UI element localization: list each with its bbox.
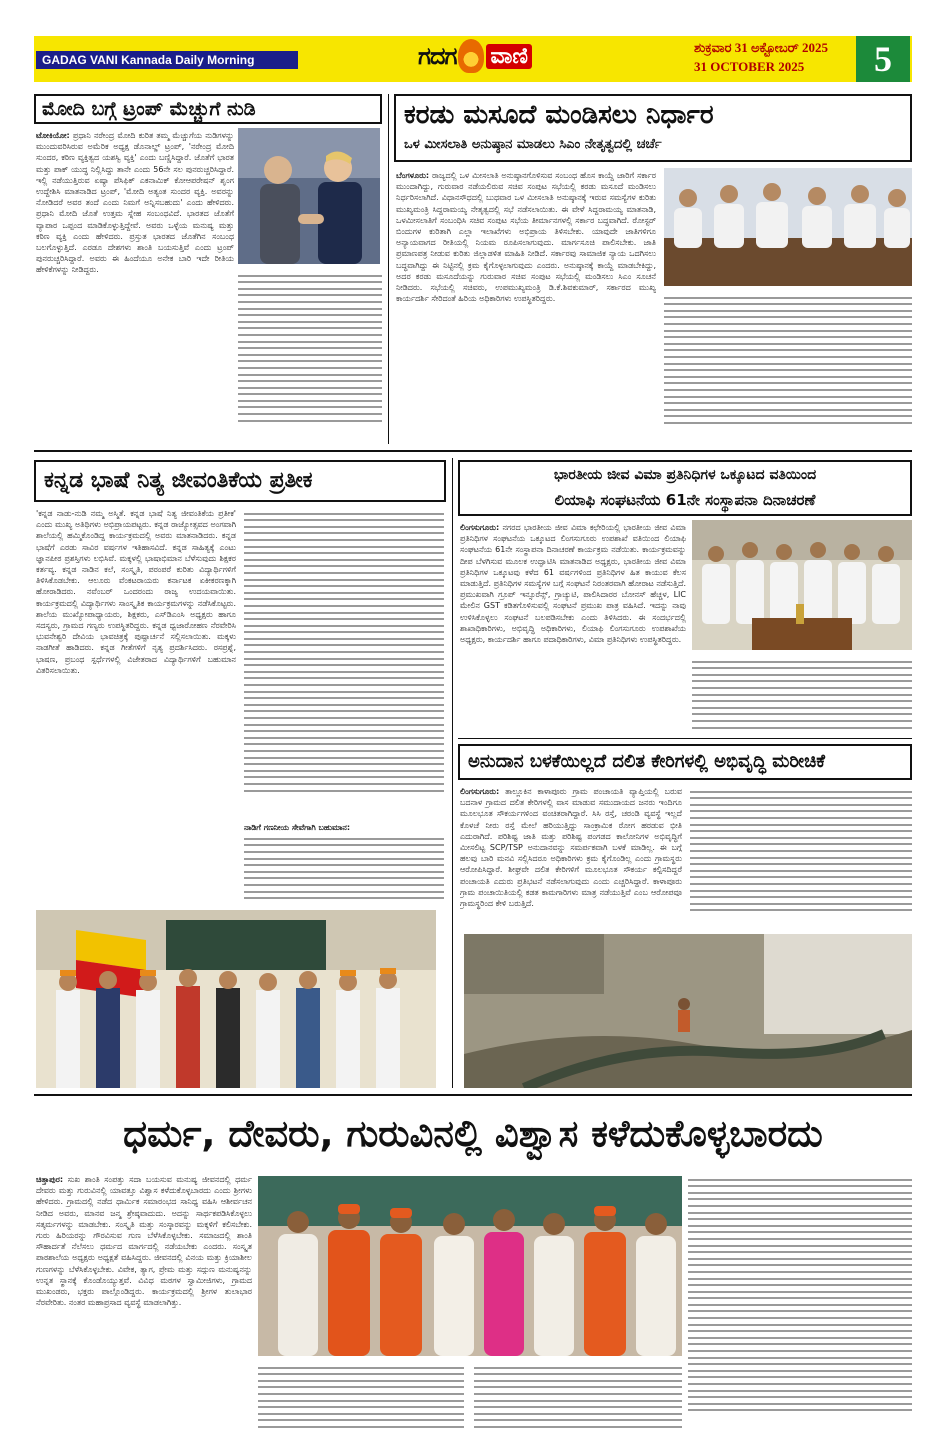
story2-subheadline: ಒಳ ಮೀಸಲಾತಿ ಅನುಷ್ಠಾನ ಮಾಡಲು ಸಿಎಂ ನೇತೃತ್ವದಲ್ಲಿ ಚರ್ಚೆ [404, 137, 662, 152]
story4-dateline: ಲಿಂಗಸುಗೂರು: [460, 523, 500, 532]
school-celebration-photo-illustration [36, 910, 436, 1088]
logo-text-part1: ಗದಗ [418, 42, 457, 70]
story1-headline: ಮೋದಿ ಬಗ್ಗೆ ಟ್ರಂಪ್ ಮೆಚ್ಚುಗೆ ನುಡಿ [34, 94, 382, 124]
story1-dateline: ಟೋಕಿಯೋ: [36, 131, 70, 140]
story6-continued-text-a [258, 1362, 464, 1436]
story5-dateline: ಲಿಂಗಸುಗೂರು: [460, 787, 500, 796]
story3-continued-text [244, 508, 444, 818]
religious-gathering-photo-illustration [258, 1176, 682, 1356]
story4-body-col1 [460, 522, 686, 732]
story4-body-col2 [692, 656, 912, 736]
story5-body-col2 [690, 786, 912, 928]
story2-body-col1 [396, 170, 656, 442]
story1-photo [238, 128, 380, 264]
newspaper-logo [418, 36, 578, 76]
column-divider [388, 94, 389, 444]
story6-dateline: ಚಿತ್ತಾಪುರ: [36, 1175, 64, 1184]
logo-text-part2: ವಾಣಿ [486, 44, 531, 69]
story3-body-col2 [244, 508, 444, 906]
story3-subhead: ನಾಡಿಗೆ ಗಣನೀಯ ಸೇವೆಗಾಗಿ ಬಹುಮಾನ: [244, 823, 351, 832]
handshake-photo-illustration [238, 128, 380, 264]
date-kannada: ಶುಕ್ರವಾರ 31 ಅಕ್ಟೋಬರ್ 2025 [694, 40, 829, 55]
story5-body-col1 [460, 786, 682, 928]
lamp-lighting-photo-illustration [692, 520, 912, 650]
story2-meeting-photo [664, 168, 912, 286]
story4-headline-box [458, 460, 912, 516]
story1-body-col2 [238, 270, 382, 440]
story6-continued-text-b [474, 1362, 682, 1436]
story1-body-text: ಪ್ರಧಾನಿ ನರೇಂದ್ರ ಮೋದಿ ಕುರಿತ ತಮ್ಮ ಮೆಚ್ಚುಗೆಯ ನುಡಿಗಳನ್ನು ಮುಂದುವರಿಸಿರುವ ಅಮೆರಿಕ ಅಧ್ಯಕ್ಷ ಡೊನಾಲ್ಡ್ ಟ್ರಂಪ್, 'ನರೇಂದ್ರ ಮೋದಿ ಸುಂದರ, ಕಠಿಣ ವ್ಯಕ್ತಿತ್ವದ ಯಶಸ್ವಿ ವ್ಯಕ್ತಿ' ಎಂದು ಬಣ್ಣಿಸಿದ್ದಾರೆ. ಜೊತೆಗೆ ಭಾರತ ಮತ್ತು ಪಾಕ್ ಯುದ್ಧ ನಿಲ್ಲಿಸಿದ್ದು ತಾನೇ ಎಂದು 56ನೇ ಸಲ ಪುನರುಚ್ಚರಿಸಿದ್ದಾರೆ. ಇಲ್ಲಿ ನಡೆಯುತ್ತಿರುವ ಏಷ್ಯಾ ಪೆಸಿಫಿಕ್ ಎಕನಾಮಿಕ್ ಕೋಆಪರೇಷನ್ ಶೃಂಗ ಉದ್ದೇಶಿಸಿ ಮಾತನಾಡಿದ ಟ್ರಂಪ್, 'ಮೋದಿ ಅತ್ಯಂತ ಸುಂದರ ವ್ಯಕ್ತಿ. ಅವರನ್ನು ನೋಡಿದರೆ ಅವರ ತಂದೆ ಎಂದು ನಿಮಗೆ ಅನ್ನಿಸಬಹುದು' ಎಂದು ಹೇಳಿದರು. ಪ್ರಧಾನಿ ಮೋದಿ ಜೊತೆ ಉತ್ತಮ ಸ್ನೇಹ ಸಂಬಂಧವಿದೆ. ಭಾರತದ ಜೊತೆಗೆ ವ್ಯಾಪಾರ ಒಪ್ಪಂದ ಮಾಡಿಕೊಳ್ಳುತ್ತಿದ್ದೇವೆ. ಅವರು ಒಳ್ಳೆಯ ಮನುಷ್ಯ ಮತ್ತು ಕಠಿಣ ವ್ಯಕ್ತಿ ಎಂದು ಹೇಳಿದರು. ಪ್ರಸ್ತುತ ಭಾರತದ ಜೊತೆಗಿನ ಸಂಬಂಧ ಬಲಗೊಳ್ಳುತ್ತಿದೆ. ಎರಡೂ ದೇಶಗಳು ಶಾಂತಿ ಬಯಸುತ್ತಿವೆ ಎಂದು ಟ್ರಂಪ್ ಪುನರುಚ್ಚರಿಸಿದ್ದಾರೆ. ಅವರು ಈ ಹಿಂದೆಯೂ ಅನೇಕ ಬಾರಿ ಇದೇ ರೀತಿಯ ಹೇಳಿಕೆಗಳನ್ನು ನೀಡಿದ್ದರು. [36, 131, 234, 275]
story2-dateline: ಬೆಂಗಳೂರು: [396, 171, 430, 180]
story3-headline: ಕನ್ನಡ ಭಾಷೆ ನಿತ್ಯ ಜೀವಂತಿಕೆಯ ಪ್ರತೀಕ [34, 460, 446, 502]
story2-headline-box [394, 94, 912, 162]
story6-continued-text-c [688, 1174, 912, 1436]
section-divider-1 [34, 450, 912, 452]
masthead-left-title: GADAG VANI Kannada Daily Morning [36, 51, 298, 69]
story5-photo [464, 934, 912, 1088]
date-english: 31 OCTOBER 2025 [694, 59, 805, 74]
story4-photo [692, 520, 912, 650]
story6-headline: ಧರ್ಮ, ದೇವರು, ಗುರುವಿನಲ್ಲಿ ವಿಶ್ವಾಸ ಕಳೆದುಕೊಳ್ಳಬಾರದು [123, 1112, 823, 1155]
story4-headline-line2: ಲಿಯಾಫಿ ಸಂಘಟನೆಯ 61ನೇ ಸಂಸ್ಥಾಪನಾ ದಿನಾಚರಣೆ [554, 491, 816, 509]
story5-body-text: ತಾಲ್ಲೂಕಿನ ಕಾಳಾಪೂರು ಗ್ರಾಮ ಪಂಚಾಯತಿ ವ್ಯಾಪ್ತಿಯಲ್ಲಿ ಬರುವ ಬದನಾಳ ಗ್ರಾಮದ ದಲಿತ ಕೇರಿಗಳಲ್ಲಿ ವಾಸ ಮಾಡುವ ಸಮುದಾಯದ ಜನರು ಇಂದಿಗೂ ಮೂಲಭೂತ ಸೌಕರ್ಯಗಳಿಂದ ವಂಚಿತರಾಗಿದ್ದಾರೆ. ಸಿಸಿ ರಸ್ತೆ, ಚರಂಡಿ ವ್ಯವಸ್ಥೆ ಇಲ್ಲದೆ ಕೊಳಚೆ ನೀರು ರಸ್ತೆ ಮೇಲೆ ಹರಿಯುತ್ತಿದ್ದು ಸಾಂಕ್ರಾಮಿಕ ರೋಗ ಹರಡುವ ಭೀತಿ ಎದುರಾಗಿದೆ. ಪರಿಶಿಷ್ಟ ಜಾತಿ ಮತ್ತು ಪರಿಶಿಷ್ಟ ಪಂಗಡದ ಕಾಲೋನಿಗಳ ಅಭಿವೃದ್ಧಿಗೆ ಮೀಸಲಿಟ್ಟ SCP/TSP ಅನುದಾನವನ್ನು ಸಮರ್ಪಕವಾಗಿ ಬಳಕೆ ಮಾಡಿಲ್ಲ. ಈ ಬಗ್ಗೆ ಹಲವು ಬಾರಿ ಮನವಿ ಸಲ್ಲಿಸಿದರೂ ಅಧಿಕಾರಿಗಳು ಕ್ರಮ ಕೈಗೊಂಡಿಲ್ಲ ಎಂದು ಗ್ರಾಮಸ್ಥರು ಆರೋಪಿಸಿದ್ದಾರೆ. ಶೀಘ್ರವೇ ದಲಿತ ಕೇರಿಗಳಿಗೆ ಮೂಲಭೂತ ಸೌಕರ್ಯ ಕಲ್ಪಿಸದಿದ್ದರೆ ಪಂಚಾಯತಿ ಎದುರು ಪ್ರತಿಭಟನೆ ನಡೆಸಲಾಗುವುದು ಎಂದು ಎಚ್ಚರಿಸಿದ್ದಾರೆ. ಕಾಳಾಪೂರು ಗ್ರಾಮ ಪಂಚಾಯಿತಿಯಲ್ಲಿ ಕಡತ ಕಾಮಗಾರಿಗಳು ಮಾತ್ರ ನಡೆಯುತ್ತಿವೆ ಎಂಬ ಆರೋಪವೂ ಗ್ರಾಮಸ್ಥರಿಂದ ಕೇಳಿ ಬರುತ್ತಿದೆ. [460, 787, 682, 909]
column-divider-2 [452, 458, 453, 1088]
drain-street-photo-illustration [464, 934, 912, 1088]
story4-continued-text [692, 656, 912, 736]
story1-body-col1 [36, 130, 234, 440]
story4-body-text: ನಗರದ ಭಾರತೀಯ ಜೀವ ವಿಮಾ ಕಛೇರಿಯಲ್ಲಿ ಭಾರತೀಯ ಜೀವ ವಿಮಾ ಪ್ರತಿನಿಧಿಗಳ ಸಂಘಟನೆಯ ಒಕ್ಕೂಟದ ಲಿಂಗಸುಗೂರು ಉಪಶಾಖೆ ವತಿಯಿಂದ ಲಿಯಾಫಿ ಸಂಘಟನೆಯ 61ನೇ ಸಂಸ್ಥಾಪನಾ ದಿನಾಚರಣೆ ಕಾರ್ಯಕ್ರಮ ನಡೆಯಿತು. ಕಾರ್ಯಕ್ರಮವನ್ನು ದೀಪ ಬೆಳಗಿಸುವ ಮೂಲಕ ಉದ್ಘಾಟಿಸಿ ಮಾತನಾಡಿದ ಅಧ್ಯಕ್ಷರು, ಭಾರತೀಯ ಜೀವ ವಿಮಾ ಪ್ರತಿನಿಧಿಗಳ ಒಕ್ಕೂಟವು ಕಳೆದ 61 ವರ್ಷಗಳಿಂದ ಪ್ರತಿನಿಧಿಗಳ ಹಿತ ಕಾಯುವ ಕೆಲಸ ಮಾಡುತ್ತಿದೆ. ಪ್ರತಿನಿಧಿಗಳ ಸಮಸ್ಯೆಗಳ ಬಗ್ಗೆ ಸಂಘಟನೆ ನಿರಂತರವಾಗಿ ಹೋರಾಟ ನಡೆಸುತ್ತಿದೆ. ಪ್ರಮುಖವಾಗಿ ಗ್ರೂಪ್ ಇನ್ಸೂರೆನ್ಸ್, ಗ್ರಾಚ್ಯುಟಿ, ಪಾಲಿಸಿದಾರರ ಬೋನಸ್ ಹೆಚ್ಚಳ, LIC ಮೇಲಿನ GST ಕಡಿತಗೊಳಿಸುವಲ್ಲಿ ಸಂಘಟನೆ ಪ್ರಮುಖ ಪಾತ್ರ ವಹಿಸಿದೆ. ಇದನ್ನು ನಾವು ಉಳಿಸಿಕೊಳ್ಳಲು ಸಂಘಟನೆ ಬಲಪಡಿಸಬೇಕು ಎಂದು ತಿಳಿಸಿದರು. ಈ ಸಂದರ್ಭದಲ್ಲಿ ಶಾಖಾಧಿಕಾರಿಗಳು, ಅಭಿವೃದ್ಧಿ ಅಧಿಕಾರಿಗಳು, ಲಿಯಾಫಿ ಲಿಂಗಸುಗೂರು ಉಪಶಾಖೆಯ ಅಧ್ಯಕ್ಷರು, ಕಾರ್ಯದರ್ಶಿ ಹಾಗೂ ಪದಾಧಿಕಾರಿಗಳು, ವಿಮಾ ಪ್ರತಿನಿಧಿಗಳು ಉಪಸ್ಥಿತರಿದ್ದರು. [460, 523, 686, 645]
meeting-photo-illustration [664, 168, 912, 286]
masthead-date [694, 38, 854, 78]
story4-headline-line1: ಭಾರತೀಯ ಜೀವ ವಿಮಾ ಪ್ರತಿನಿಧಿಗಳ ಒಕ್ಕೂಟದ ವತಿಯಿಂದ [553, 467, 817, 483]
story3-body-col1 [36, 508, 236, 906]
flame-icon [458, 39, 484, 73]
story5-headline: ಅನುದಾನ ಬಳಕೆಯಿಲ್ಲದೆ ದಲಿತ ಕೇರಿಗಳಲ್ಲಿ ಅಭಿವೃದ್ಧಿ ಮರೀಚಿಕೆ [458, 744, 912, 780]
story6-body-col1 [36, 1174, 252, 1436]
story5-continued-text [690, 786, 912, 928]
section-divider-3 [34, 1094, 912, 1096]
story2-headline: ಕರಡು ಮಸೂದೆ ಮಂಡಿಸಲು ನಿರ್ಧಾರ [404, 100, 714, 130]
page-number: 5 [856, 36, 910, 82]
story6-body-text: ಸುಖ ಶಾಂತಿ ಸಂಪತ್ತು ಸದಾ ಬಯಸುವ ಮನುಷ್ಯ ಜೀವನದಲ್ಲಿ ಧರ್ಮ ದೇವರು ಮತ್ತು ಗುರುವಿನಲ್ಲಿ ಯಾವತ್ತೂ ವಿಶ್ವಾಸ ಕಳೆದುಕೊಳ್ಳಬಾರದು ಎಂದು ಶ್ರೀಗಳು ಹೇಳಿದರು. ಗ್ರಾಮದಲ್ಲಿ ನಡೆದ ಧಾರ್ಮಿಕ ಸಮಾರಂಭದ ಸಾನಿಧ್ಯ ವಹಿಸಿ ಆಶೀರ್ವಚನ ನೀಡಿದ ಅವರು, ಮಾನವ ಜನ್ಮ ಶ್ರೇಷ್ಠವಾದುದು. ಅದನ್ನು ಸಾರ್ಥಕಪಡಿಸಿಕೊಳ್ಳಲು ಸತ್ಕರ್ಮಗಳನ್ನು ಮಾಡಬೇಕು. ಸಂಸ್ಕೃತಿ ಮತ್ತು ಸಂಸ್ಕಾರವನ್ನು ಮಕ್ಕಳಿಗೆ ಕಲಿಸಬೇಕು. ಗುರು ಹಿರಿಯರನ್ನು ಗೌರವಿಸುವ ಗುಣ ಬೆಳೆಸಿಕೊಳ್ಳಬೇಕು. ಸಮಾಜದಲ್ಲಿ ಶಾಂತಿ ಸೌಹಾರ್ದತೆ ನೆಲೆಸಲು ಧರ್ಮದ ಮಾರ್ಗದಲ್ಲಿ ನಡೆಯಬೇಕು ಎಂದರು. ಸಂಸ್ಕೃತ ಪಾಠಶಾಲೆಯ ಅಧ್ಯಕ್ಷರು ಅಧ್ಯಕ್ಷತೆ ವಹಿಸಿದ್ದರು. ಜೀವನದಲ್ಲಿ ವಿನಯ ಮತ್ತು ಕ್ರಿಯಾಶೀಲ ಗುಣಗಳನ್ನು ಬೆಳೆಸಿಕೊಳ್ಳಬೇಕು. ವಿವೇಕ, ತ್ಯಾಗ, ಪ್ರೇಮ ಮತ್ತು ಸದ್ಗುಣ ಮನುಷ್ಯನನ್ನು ಉನ್ನತ ಸ್ಥಾನಕ್ಕೆ ಕೊಂಡೊಯ್ಯುತ್ತವೆ. ವಿವಿಧ ಮಠಗಳ ಸ್ವಾಮೀಜಿಗಳು, ಗ್ರಾಮದ ಮುಖಂಡರು, ಭಕ್ತರು ಪಾಲ್ಗೊಂಡಿದ್ದರು. ಕಾರ್ಯಕ್ರಮದಲ್ಲಿ ಶ್ರೀಗಳ ತುಲಾಭಾರ ನೆರವೇರಿತು. ನಂತರ ಮಹಾಪ್ರಸಾದ ವ್ಯವಸ್ಥೆ ಮಾಡಲಾಗಿತ್ತು. [36, 1175, 252, 1308]
story6-body-col3 [474, 1362, 682, 1436]
story3-subhead-text [244, 833, 444, 903]
story2-continued-text [664, 292, 912, 442]
section-divider-2 [458, 738, 912, 739]
story2-body-text: ರಾಜ್ಯದಲ್ಲಿ ಒಳ ಮೀಸಲಾತಿ ಅನುಷ್ಠಾನಗೊಳಿಸುವ ಸಂಬಂಧ ಹೊಸ ಕಾಯ್ದೆ ಜಾರಿಗೆ ಸರ್ಕಾರ ಮುಂದಾಗಿದ್ದು, ಗುರುವಾರ ನಡೆಯಲಿರುವ ಸಚಿವ ಸಂಪುಟ ಸಭೆಯಲ್ಲಿ ಕರಡು ಮಸೂದೆ ಮಂಡಿಸಲು ನಿರ್ಧರಿಸಲಾಗಿದೆ. ವಿಧಾನಸೌಧದಲ್ಲಿ ಬುಧವಾರ ಒಳ ಮೀಸಲಾತಿ ಅನುಷ್ಠಾನಕ್ಕೆ ಇರುವ ಸಮಸ್ಯೆಗಳ ಕುರಿತು ಮುಖ್ಯಮಂತ್ರಿ ಸಿದ್ದರಾಮಯ್ಯ ನೇತೃತ್ವದಲ್ಲಿ ಸಭೆ ನಡೆಸಲಾಯಿತು. ಈ ವೇಳೆ ಸಿದ್ದರಾಮಯ್ಯ ಮಾತನಾಡಿ, ಒಳಮೀಸಲಾತಿಗೆ ಸಂಬಂಧಿಸಿ ಸಚಿವ ಸಂಪುಟ ಸಭೆಯ ತೀರ್ಮಾನಗಳಲ್ಲಿ ಸರ್ಕಾರ ಬದ್ಧವಾಗಿದೆ. ರೋಸ್ಟರ್ ಬಿಂದುಗಳ ಕುರಿತಾಗಿ ಎಲ್ಲಾ ಇಲಾಖೆಗಳು ಅಭಿಪ್ರಾಯ ತಿಳಿಸಬೇಕು. ಯಾವುದೇ ಜಾತಿಗಳಿಗೂ ಅನ್ಯಾಯವಾಗದ ರೀತಿಯಲ್ಲಿ ನಿಯಮ ರೂಪಿಸಲಾಗುವುದು. ಮಾರ್ಗಸೂಚಿ ಪಾಲಿಸಬೇಕು. ಜಾತಿ ಪ್ರಮಾಣಪತ್ರ ನೀಡುವ ಕುರಿತು ಜಿಲ್ಲಾಡಳಿತ ಮಾಹಿತಿ ನೀಡಿದೆ. ಸರ್ಕಾರವು ಸಾಮಾಜಿಕ ನ್ಯಾಯ ಒದಗಿಸಲು ಬದ್ಧವಾಗಿದ್ದು ಈ ನಿಟ್ಟಿನಲ್ಲಿ ಕ್ರಮ ಕೈಗೊಳ್ಳಲಾಗುವುದು ಎಂದರು. ಅನುಷ್ಠಾನಕ್ಕೆ ಕಾಯ್ದೆ ಮಾಡಬೇಕಿದ್ದು, ಅದರ ಕರಡು ಮಸೂದೆಯನ್ನು ಗುರುವಾರ ಸಚಿವ ಸಂಪುಟ ಸಭೆಯಲ್ಲಿ ಮಂಡಿಸಲು ಸಿಎಂ ಸೂಚನೆ ನೀಡಿದರು. ಸಭೆಯಲ್ಲಿ ಸಚಿವರು, ಉಪಮುಖ್ಯಮಂತ್ರಿ ಡಿ.ಕೆ.ಶಿವಕುಮಾರ್, ಸರ್ಕಾರದ ಮುಖ್ಯ ಕಾರ್ಯದರ್ಶಿ ಸೇರಿದಂತೆ ಹಿರಿಯ ಅಧಿಕಾರಿಗಳು ಉಪಸ್ಥಿತರಿದ್ದರು. [396, 171, 656, 304]
story6-photo [258, 1176, 682, 1356]
story6-body-col4 [688, 1174, 912, 1436]
story3-photo [36, 910, 436, 1088]
story1-continued-text [238, 270, 382, 440]
story2-body-col2 [664, 292, 912, 442]
story6-body-col2 [258, 1362, 464, 1436]
story3-body-text: 'ಕನ್ನಡ ನಾಡು-ನುಡಿ ನಮ್ಮ ಅಸ್ಮಿತೆ. ಕನ್ನಡ ಭಾಷೆ ನಿತ್ಯ ಜೀವಂತಿಕೆಯ ಪ್ರತೀಕ' ಎಂದು ಮುಖ್ಯ ಅತಿಥಿಗಳು ಅಭಿಪ್ರಾಯಪಟ್ಟರು. ಕನ್ನಡ ರಾಜ್ಯೋತ್ಸವದ ಅಂಗವಾಗಿ ಶಾಲೆಯಲ್ಲಿ ಹಮ್ಮಿಕೊಂಡಿದ್ದ ಕಾರ್ಯಕ್ರಮದಲ್ಲಿ ಅವರು ಮಾತನಾಡಿದರು. ಕನ್ನಡ ಭಾಷೆಗೆ ಎರಡು ಸಾವಿರ ವರ್ಷಗಳ ಇತಿಹಾಸವಿದೆ. ಕನ್ನಡ ಸಾಹಿತ್ಯಕ್ಕೆ ಎಂಟು ಜ್ಞಾನಪೀಠ ಪ್ರಶಸ್ತಿಗಳು ಲಭಿಸಿವೆ. ಮಕ್ಕಳಲ್ಲಿ ಭಾಷಾಭಿಮಾನ ಬೆಳೆಸುವುದು ಶಿಕ್ಷಕರ ಕರ್ತವ್ಯ. ಕನ್ನಡ ನಾಡಿನ ಕಲೆ, ಸಂಸ್ಕೃತಿ, ಪರಂಪರೆ ಕುರಿತು ವಿದ್ಯಾರ್ಥಿಗಳಿಗೆ ತಿಳಿಸಿಕೊಡಬೇಕು. ಆಲೂರು ವೆಂಕಟರಾಯರು ಕರ್ನಾಟಕ ಏಕೀಕರಣಕ್ಕಾಗಿ ಹೋರಾಡಿದರು. ನವೆಂಬರ್ ಒಂದರಂದು ರಾಜ್ಯ ಉದಯವಾಯಿತು. ಕಾರ್ಯಕ್ರಮದಲ್ಲಿ ವಿದ್ಯಾರ್ಥಿಗಳು ಸಾಂಸ್ಕೃತಿಕ ಕಾರ್ಯಕ್ರಮಗಳನ್ನು ನಡೆಸಿಕೊಟ್ಟರು. ಶಾಲೆಯ ಮುಖ್ಯೋಪಾಧ್ಯಾಯರು, ಶಿಕ್ಷಕರು, ಎಸ್‌ಡಿಎಂಸಿ ಅಧ್ಯಕ್ಷರು ಹಾಗೂ ಸದಸ್ಯರು, ಗ್ರಾಮದ ಗಣ್ಯರು ಉಪಸ್ಥಿತರಿದ್ದರು. ಕನ್ನಡ ಧ್ವಜಾರೋಹಣ ನೆರವೇರಿಸಿ ಭುವನೇಶ್ವರಿ ದೇವಿಯ ಭಾವಚಿತ್ರಕ್ಕೆ ಪುಷ್ಪಾರ್ಚನೆ ಸಲ್ಲಿಸಲಾಯಿತು. ಮಕ್ಕಳು ನಾಡಗೀತೆ ಹಾಡಿದರು. ಕನ್ನಡ ಗೀತೆಗಳಿಗೆ ನೃತ್ಯ ಪ್ರದರ್ಶಿಸಿದರು. ರಸಪ್ರಶ್ನೆ, ಭಾಷಣ, ಪ್ರಬಂಧ ಸ್ಪರ್ಧೆಗಳಲ್ಲಿ ವಿಜೇತರಾದ ವಿದ್ಯಾರ್ಥಿಗಳಿಗೆ ಬಹುಮಾನ ವಿತರಿಸಲಾಯಿತು. [36, 509, 236, 675]
